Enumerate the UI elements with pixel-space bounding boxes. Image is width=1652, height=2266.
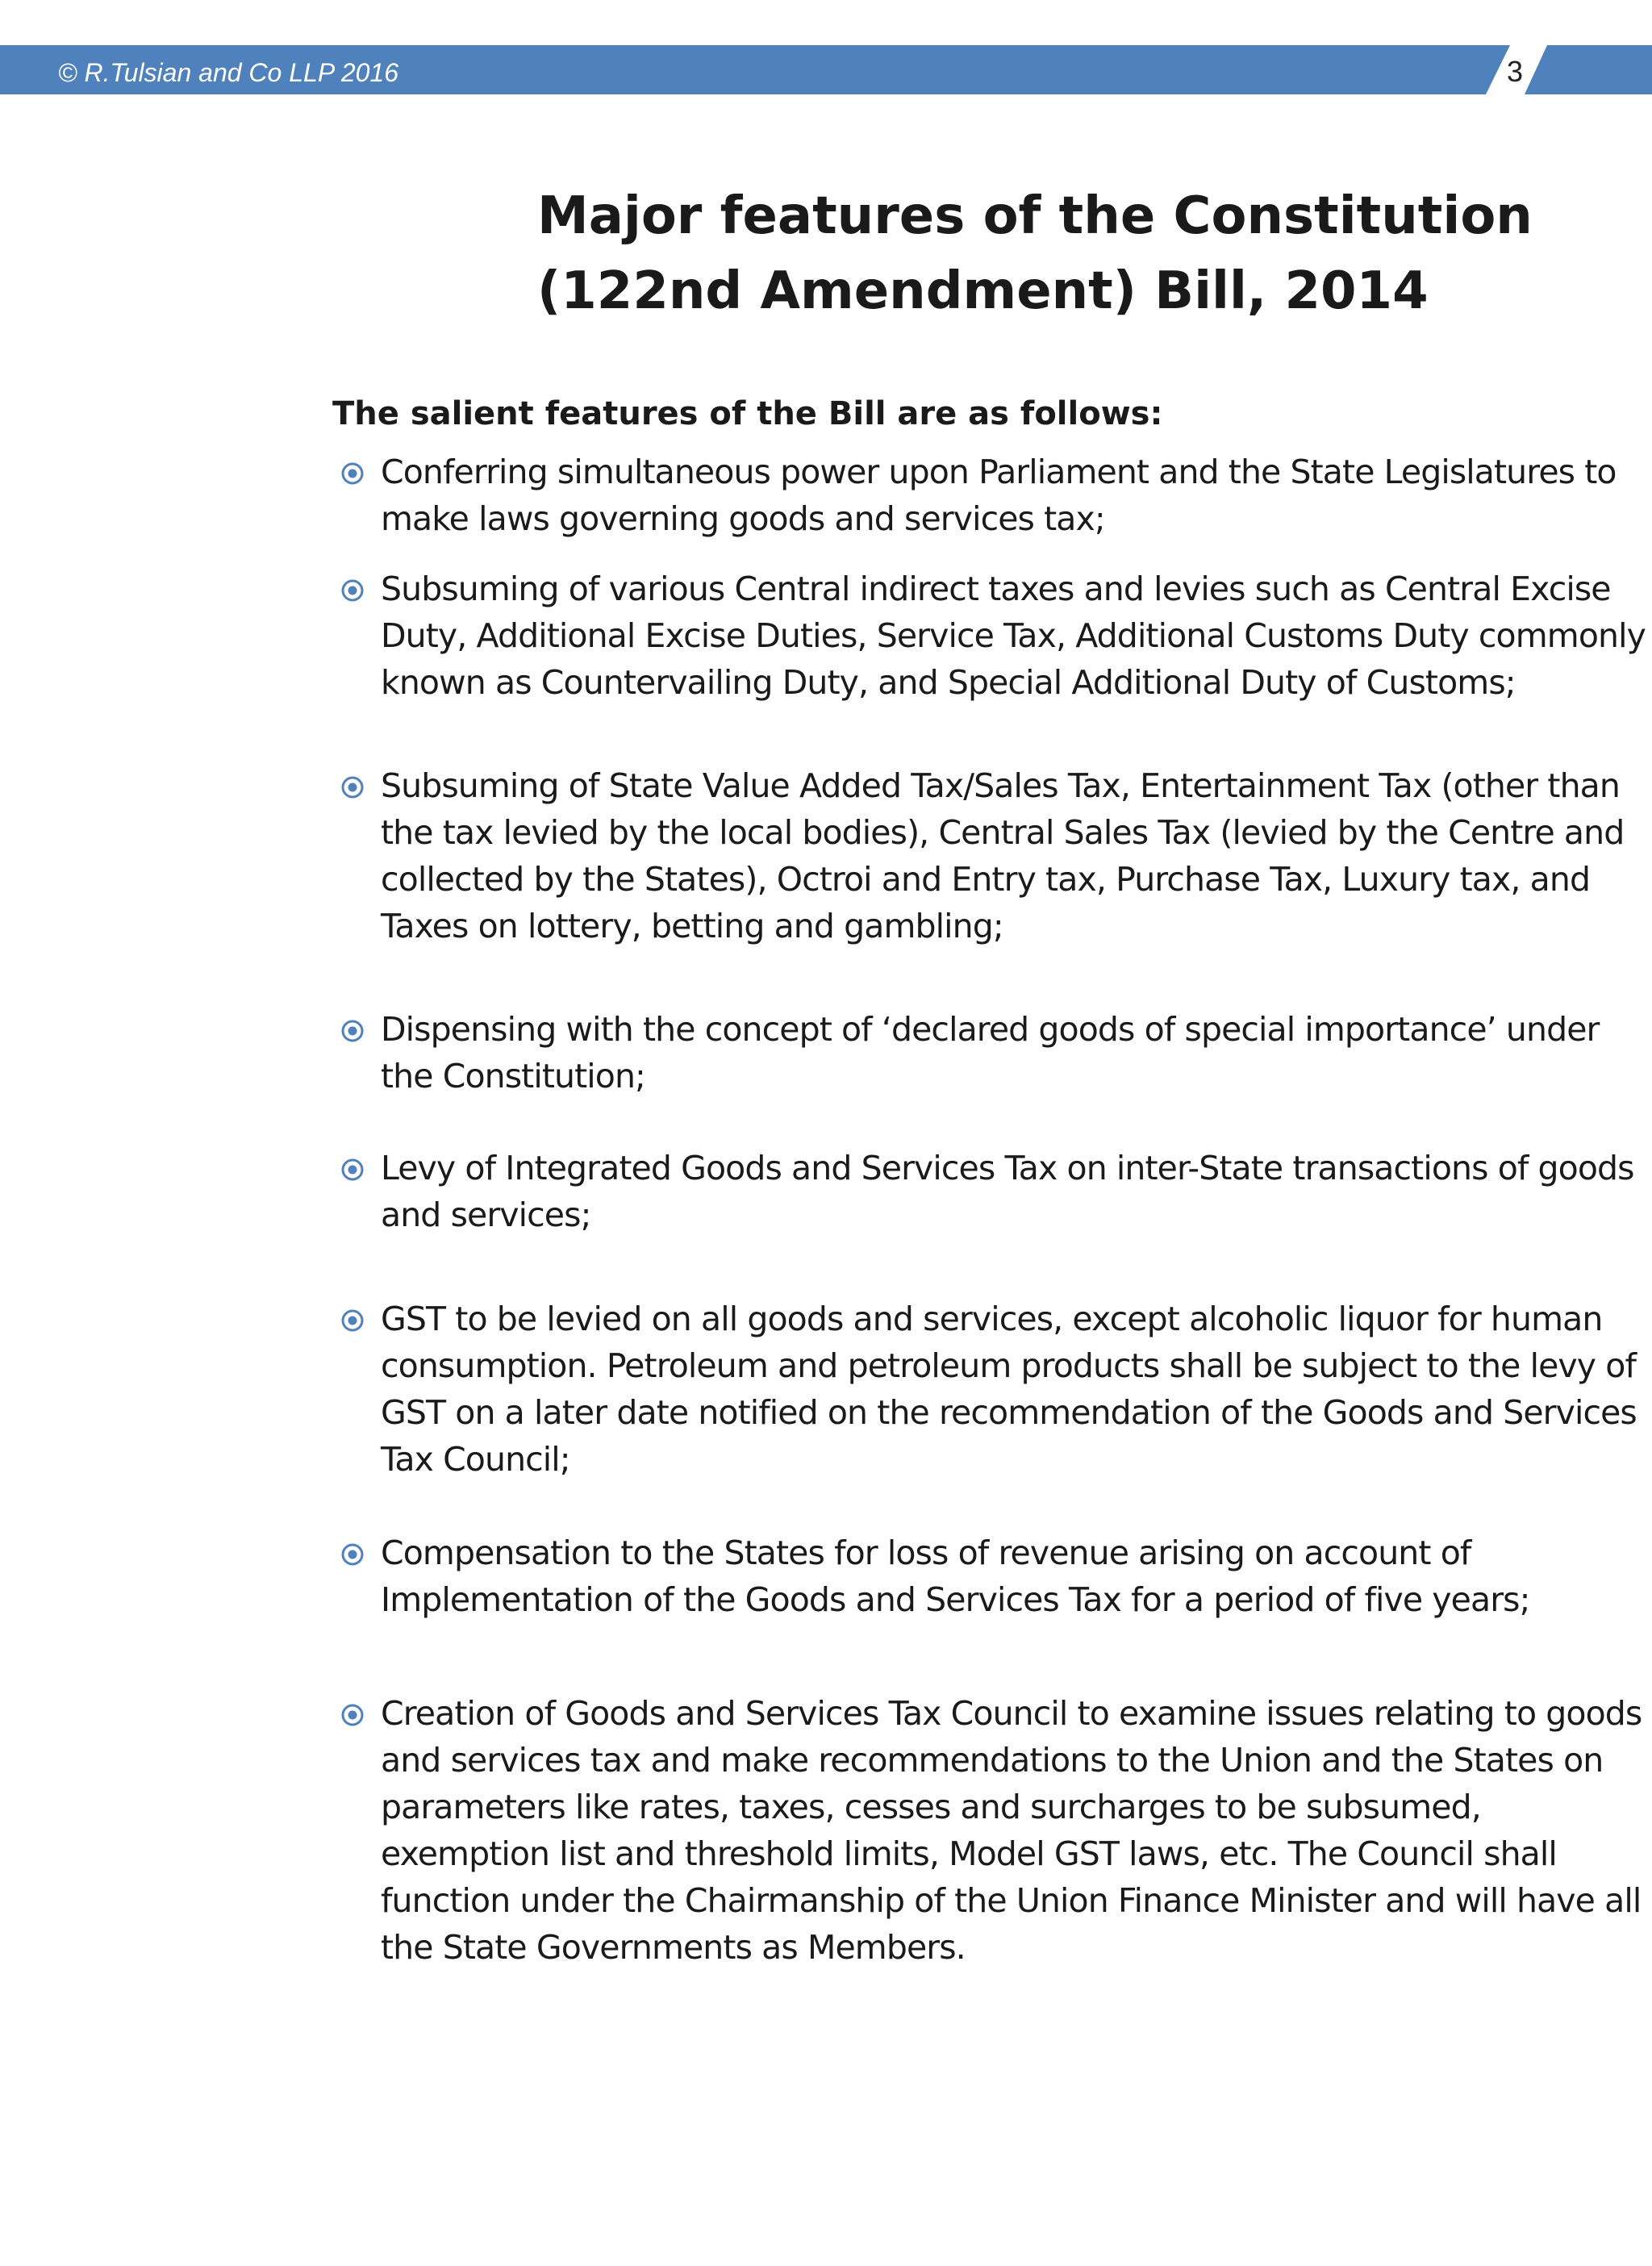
page-title-line-2: (122nd Amendment) Bill, 2014 xyxy=(537,261,1429,321)
feature-text: Subsuming of various Central indirect taxes and levies such as Central Excise Duty, Additional Excise Duties, Service Tax, Additional Customs Duty commonly known as Countervailing Duty, and Special Additional Duty of Customs; xyxy=(381,570,1646,702)
page-title xyxy=(537,179,1618,329)
feature-text: Subsuming of State Value Added Tax/Sales Tax, Entertainment Tax (other than the tax levied by the local bodies), Central Sales Tax (levied by the Centre and collected by the States), Octroi and Entry tax, Purchase Tax, Luxury tax, and Taxes on lottery, betting and gambling; xyxy=(381,766,1625,945)
feature-text: Dispensing with the concept of ‘declared goods of special importance’ under the Constitution; xyxy=(381,1010,1600,1095)
radio-dot-icon xyxy=(339,1307,366,1334)
radio-dot-icon xyxy=(339,1541,366,1568)
copyright-text: © R.Tulsian and Co LLP 2016 xyxy=(58,58,399,87)
page-title-line-1: Major features of the Constitution xyxy=(537,186,1533,246)
feature-text: GST to be levied on all goods and services, except alcoholic liquor for human consumption. Petroleum and petroleum products shall be subject to the levy of GST on a later date notified on the recommendation of the Goods and Services Tax Council; xyxy=(381,1300,1637,1479)
page-number: 3 xyxy=(1507,55,1524,88)
radio-dot-icon xyxy=(339,1017,366,1045)
feature-text: Conferring simultaneous power upon Parliament and the State Legislatures to make laws governing goods and services tax; xyxy=(381,453,1617,538)
feature-text: Compensation to the States for loss of revenue arising on account of Implementation of the Goods and Services Tax for a period of five years; xyxy=(381,1534,1530,1619)
intro-heading: The salient features of the Bill are as follows: xyxy=(332,395,1163,432)
radio-dot-icon xyxy=(339,774,366,801)
radio-dot-icon xyxy=(339,460,366,487)
radio-dot-icon xyxy=(339,1156,366,1183)
feature-text: Creation of Goods and Services Tax Council to examine issues relating to goods and services tax and make recommendations to the Union and the States on parameters like rates, taxes, cesses and surcharges to be subsumed, exemption list and threshold limits, Model GST laws, etc. The Council shall function under the Chairmanship of the Union Finance Minister and will have all the State Governments as Members. xyxy=(381,1694,1642,1967)
radio-dot-icon xyxy=(339,577,366,604)
feature-text: Levy of Integrated Goods and Services Tax on inter-State transactions of goods and services; xyxy=(381,1149,1634,1234)
radio-dot-icon xyxy=(339,1701,366,1729)
